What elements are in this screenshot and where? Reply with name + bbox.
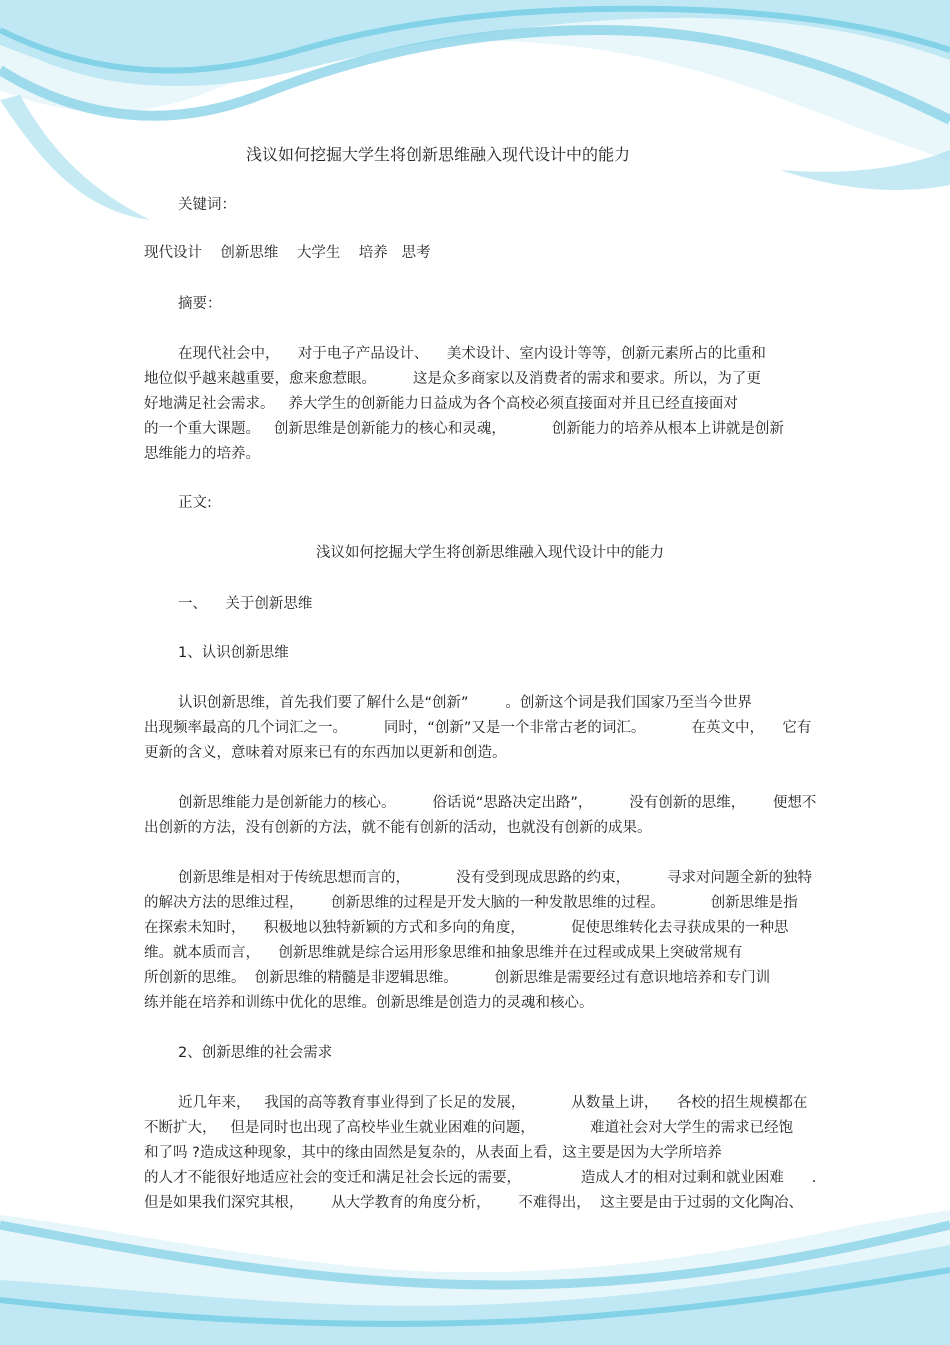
paragraph-line: 练并能在培养和训练中优化的思维。创新思维是创造力的灵魂和核心。 [144,995,594,1011]
abstract-line: 在现代社会中， 对于电子产品设计、 美术设计、室内设计等等，创新元素所占的比重和 [178,346,766,362]
abstract-line: 思维能力的培养。 [144,446,260,462]
body-title: 浅议如何挖掘大学生将创新思维融入现代设计中的能力 [316,545,664,561]
paragraph-line: 在探索未知时， 积极地以独特新颖的方式和多向的角度， 促使思维转化去寻获成果的一种思 [144,920,789,936]
abstract-line: 地位似乎越来越重要，愈来愈惹眼。 这是众多商家以及消费者的需求和要求。所以，为了更 [144,371,761,387]
paragraph-line: 创新思维能力是创新能力的核心。 俗话说“思路决定出路”， 没有创新的思维， 便想不 [178,795,817,811]
abstract-line: 的一个重大课题。 创新思维是创新能力的核心和灵魂， 创新能力的培养从根本上讲就是创新 [144,421,784,437]
section-heading: 一、 关于创新思维 [178,596,313,612]
keywords-label: 关键词： [178,197,236,213]
paragraph-line: 所创新的思维。 创新思维的精髓是非逻辑思维。 创新思维是需要经过有意识地培养和专门训 [144,970,771,986]
body-label: 正文: [178,495,212,511]
paragraph-line: 但是如果我们深究其根， 从大学教育的角度分析， 不难得出， 这主要是由于过弱的文化陶冶、 [144,1195,804,1211]
paragraph-line: 和了吗 ?造成这种现象，其中的缘由固然是复杂的，从表面上看，这主要是因为大学所培养 [144,1145,722,1161]
paragraph-line: 认识创新思维，首先我们要了解什么是“创新” 。创新这个词是我们国家乃至当今世界 [178,695,752,711]
abstract-line: 好地满足社会需求。 养大学生的创新能力日益成为各个高校必须直接面对并且已经直接面对 [144,396,738,412]
paragraph-line: 维。就本质而言， 创新思维就是综合运用形象思维和抽象思维并在过程或成果上突破常规有 [144,945,743,961]
document-title: 浅议如何挖掘大学生将创新思维融入现代设计中的能力 [246,145,631,164]
paragraph-line: 近几年来， 我国的高等教育事业得到了长足的发展， 从数量上讲， 各校的招生规模都在 [178,1095,808,1111]
subsection-heading: 2、创新思维的社会需求 [178,1045,333,1061]
paragraph-line: 更新的含义，意味着对原来已有的东西加以更新和创造。 [144,745,507,761]
paragraph-line: 出现频率最高的几个词汇之一。 同时，“创新”又是一个非常古老的词汇。 在英文中， 它有 [144,720,812,736]
paragraph-line: 创新思维是相对于传统思想而言的， 没有受到现成思路的约束， 寻求对问题全新的独特 [178,870,812,886]
keywords-list: 现代设计 创新思维 大学生 培养 思考 [144,245,431,261]
subsection-heading: 1、认识创新思维 [178,645,289,661]
paragraph-line: 的解决方法的思维过程， 创新思维的过程是开发大脑的一种发散思维的过程。 创新思维是指 [144,895,798,911]
paragraph-line: 的人才不能很好地适应社会的变迁和满足社会长远的需要， 造成人才的相对过剩和就业困难 . [144,1170,817,1186]
paragraph-line: 不断扩大， 但是同时也出现了高校毕业生就业困难的问题， 难道社会对大学生的需求已经饱 [144,1120,794,1136]
paragraph-line: 出创新的方法，没有创新的方法，就不能有创新的活动，也就没有创新的成果。 [144,820,652,836]
abstract-label: 摘要： [178,296,222,312]
